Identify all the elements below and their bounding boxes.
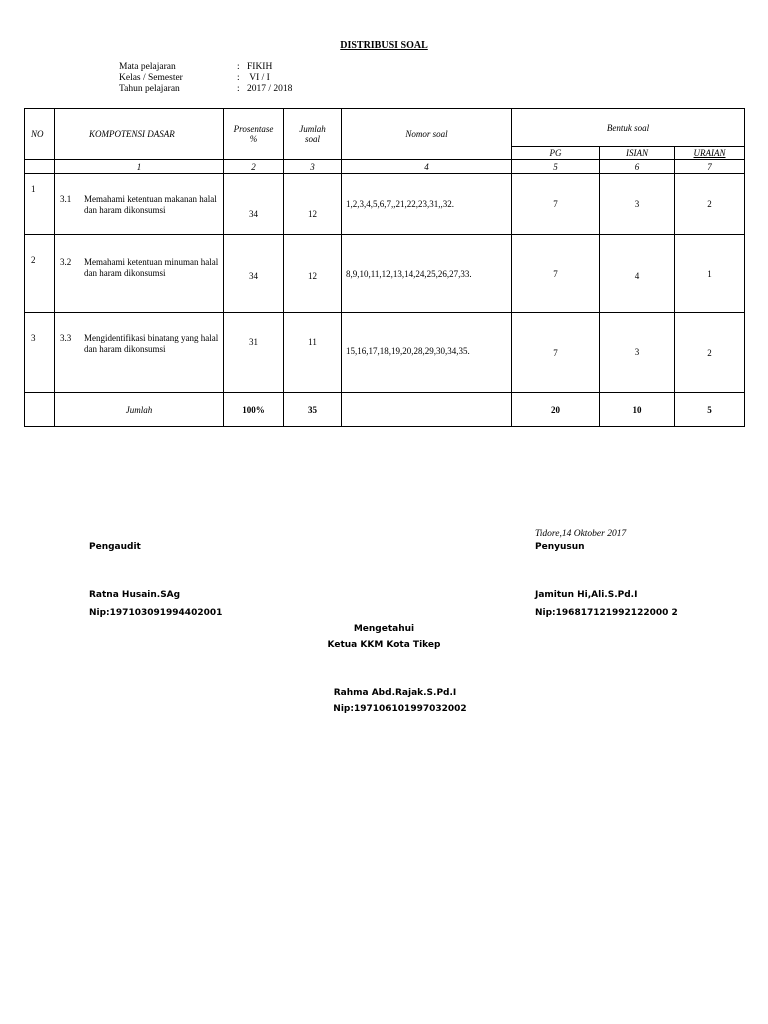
row-no: 1: [25, 174, 55, 235]
author-role: Penyusun: [535, 542, 585, 552]
meta-value: 2017 / 2018: [247, 84, 293, 94]
document-meta: [119, 62, 292, 95]
kd-number: 3.1: [60, 194, 72, 204]
document-title: DISTRIBUSI SOAL: [340, 40, 428, 51]
total-isian: 10: [600, 393, 675, 427]
kd-number: 3.3: [60, 333, 72, 343]
meta-row-subject: [119, 62, 292, 73]
total-prosentase: 100%: [224, 393, 284, 427]
auditor-nip: Nip:197103091994402001: [89, 608, 223, 618]
header-uraian: URAIAN: [675, 147, 745, 160]
row-jumlah: 12: [284, 174, 342, 235]
total-empty: [342, 393, 512, 427]
table-row: [25, 235, 745, 313]
row-nomor-soal: 15,16,17,18,19,20,28,29,30,34,35.: [342, 313, 512, 393]
row-prosentase: 31: [224, 313, 284, 393]
row-uraian: 2: [675, 174, 745, 235]
auditor-name: Ratna Husain.SAg: [89, 590, 181, 600]
col-number: 3: [284, 160, 342, 174]
col-number: 1: [55, 160, 224, 174]
total-label: Jumlah: [55, 393, 224, 427]
header-bentuk-soal: Bentuk soal: [512, 109, 745, 147]
meta-value: FIKIH: [247, 62, 273, 72]
author-name: Jamitun Hi,Ali.S.Pd.I: [535, 590, 638, 600]
row-prosentase: 34: [224, 174, 284, 235]
col-number: [25, 160, 55, 174]
total-empty: [25, 393, 55, 427]
table-row: [25, 174, 745, 235]
table-row: [25, 313, 745, 393]
header-nomor-soal: Nomor soal: [342, 109, 512, 160]
total-row: [25, 393, 745, 427]
meta-value: VI / I: [247, 73, 270, 83]
row-pg: 7: [512, 235, 600, 313]
row-nomor-soal: 1,2,3,4,5,6,7,,21,22,23,31,,32.: [342, 174, 512, 235]
col-number: 7: [675, 160, 745, 174]
meta-row-class: [119, 73, 292, 84]
meta-colon: :: [237, 62, 240, 72]
header-no: NO: [25, 109, 55, 160]
row-pg: 7: [512, 313, 600, 393]
header-pg: PG: [512, 147, 600, 160]
approver-name: Rahma Abd.Rajak.S.Pd.I: [333, 688, 457, 698]
meta-label: Tahun pelajaran: [119, 84, 180, 94]
row-jumlah: 12: [284, 235, 342, 313]
column-number-row: [25, 160, 745, 174]
col-number: 6: [600, 160, 675, 174]
signing-date: Tidore,14 Oktober 2017: [535, 529, 627, 539]
total-pg: 20: [512, 393, 600, 427]
kd-text: Memahami ketentuan makanan halal dan haram dikonsumsi: [84, 194, 217, 215]
row-kompetensi: [55, 235, 224, 313]
meta-row-year: [119, 84, 292, 95]
total-uraian: 5: [675, 393, 745, 427]
kd-number: 3.2: [60, 257, 72, 267]
row-prosentase: 34: [224, 235, 284, 313]
header-prosentase: Prosentase %: [224, 109, 284, 160]
row-kompetensi: [55, 174, 224, 235]
approver-line1: Mengetahui: [353, 624, 415, 634]
row-pg: 7: [512, 174, 600, 235]
header-isian: ISIAN: [600, 147, 675, 160]
kd-text: Mengidentifikasi binatang yang halal dan haram dikonsumsi: [84, 333, 219, 354]
col-number: 2: [224, 160, 284, 174]
meta-label: Kelas / Semester: [119, 73, 183, 83]
auditor-role: Pengaudit: [89, 542, 141, 552]
row-uraian: 2: [675, 313, 745, 393]
meta-label: Mata pelajaran: [119, 62, 176, 72]
row-isian: 4: [600, 235, 675, 313]
header-kompetensi: KOMPOTENSI DASAR: [55, 109, 224, 160]
kd-text: Memahami ketentuan minuman halal dan haram dikonsumsi: [84, 257, 219, 278]
row-isian: 3: [600, 174, 675, 235]
row-nomor-soal: 8,9,10,11,12,13,14,24,25,26,27,33.: [342, 235, 512, 313]
total-jumlah: 35: [284, 393, 342, 427]
row-no: 2: [25, 235, 55, 313]
row-isian: 3: [600, 313, 675, 393]
col-number: 4: [342, 160, 512, 174]
row-no: 3: [25, 313, 55, 393]
approver-nip: Nip:197106101997032002: [333, 704, 467, 714]
row-kompetensi: [55, 313, 224, 393]
meta-colon: :: [237, 84, 240, 94]
distribution-table: [24, 108, 745, 427]
row-uraian: 1: [675, 235, 745, 313]
meta-colon: :: [237, 73, 240, 83]
author-nip: Nip:196817121992122000 2: [535, 608, 678, 618]
header-jumlah-soal: Jumlah soal: [284, 109, 342, 160]
col-number: 5: [512, 160, 600, 174]
row-jumlah: 11: [284, 313, 342, 393]
approver-line2: Ketua KKM Kota Tikep: [327, 640, 441, 650]
header-row: [25, 109, 745, 147]
